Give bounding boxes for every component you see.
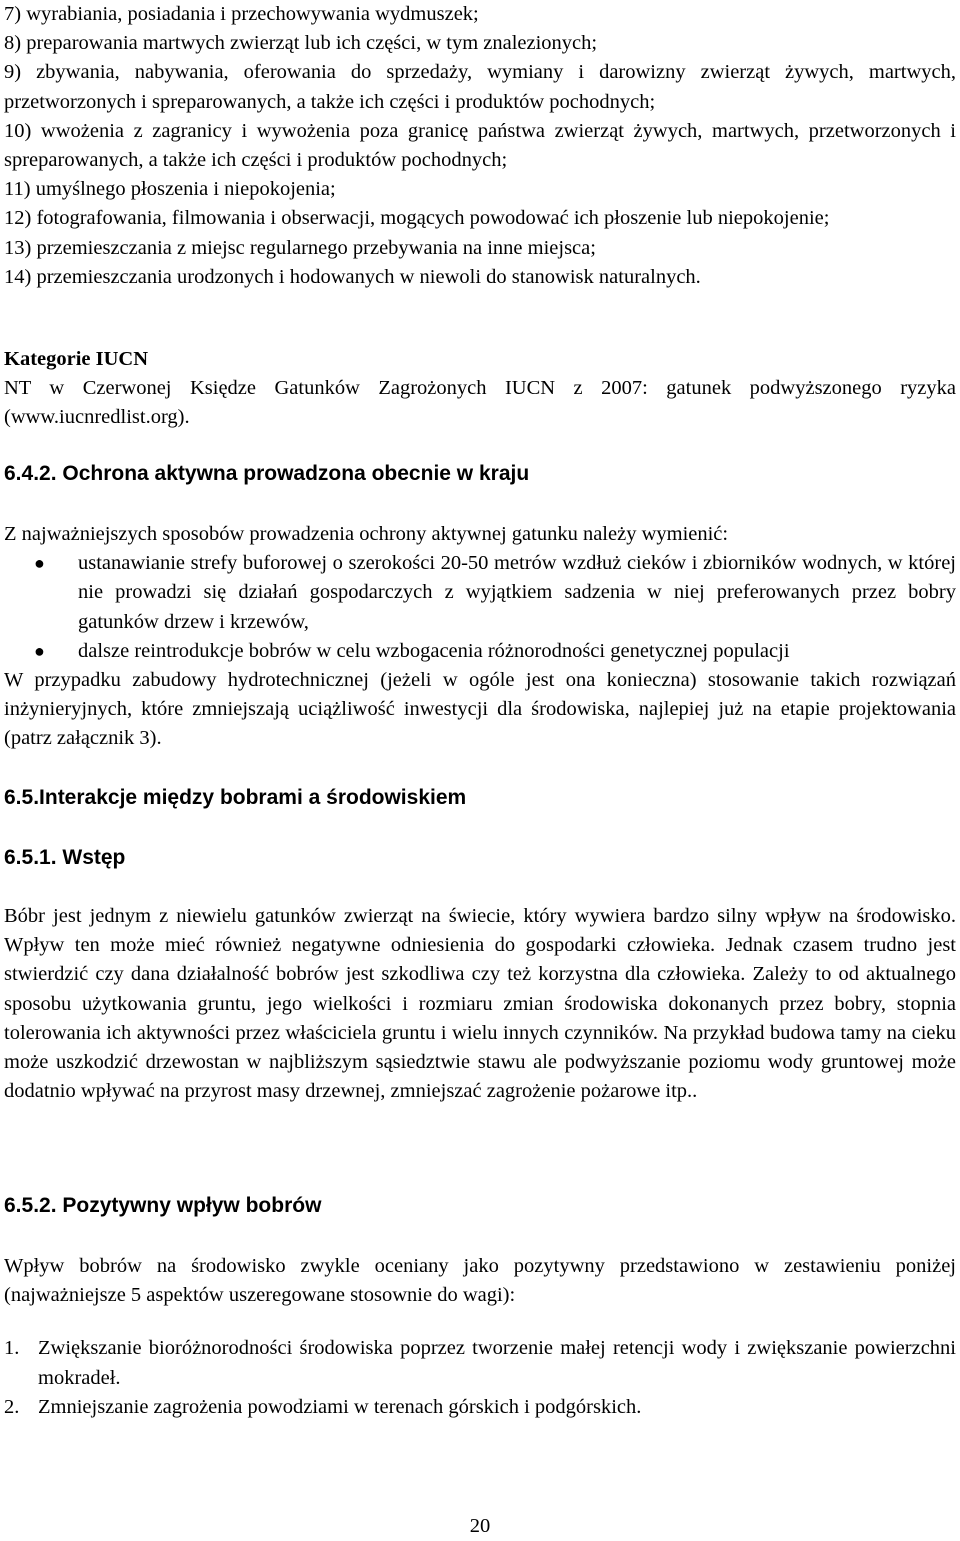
section-6-5-2-body [4, 1252, 956, 1422]
bullet-icon: ● [34, 553, 45, 574]
list-item [4, 1334, 956, 1392]
prohibition-item-7: 7) wyrabiania, posiadania i przechowywania wydmuszek; [4, 3, 479, 25]
iucn-section [4, 345, 956, 433]
section-6-5-2 [4, 1194, 956, 1218]
section-heading: 6.5.1. Wstęp [4, 846, 126, 869]
list-text: Zwiększanie bioróżnorodności środowiska poprzez tworzenie małej retencji wody i zwiększanie powierzchni mokradeł. [38, 1337, 956, 1389]
bullet-text: dalsze reintrodukcje bobrów w celu wzbogacenia różnorodności genetycznej populacji [78, 639, 790, 662]
bullet-list [4, 549, 956, 666]
section-6-5-1-body [4, 902, 956, 1106]
list-number: 1. [4, 1337, 20, 1360]
numbered-list [4, 1334, 956, 1422]
section-heading: 6.5.Interakcje między bobrami a środowiskiem [4, 786, 467, 809]
bullet-text: ustanawianie strefy buforowej o szerokości 20-50 metrów wzdłuż cieków i zbiorników wodnych, w której nie prowadzi się działań gospodarczych z wyjątkiem sadzenia w niej preferowanych przez bobry gatunków drzew i krzewów, [78, 552, 956, 633]
prohibition-item-11: 11) umyślnego płoszenia i niepokojenia; [4, 178, 336, 201]
list-number: 2. [4, 1395, 20, 1418]
prohibition-list [4, 0, 956, 292]
prohibition-item-13: 13) przemieszczania z miejsc regularnego przebywania na inne miejsca; [4, 236, 596, 259]
prohibition-item-8: 8) preparowania martwych zwierząt lub ich części, w tym znalezionych; [4, 32, 598, 55]
bullet-item [4, 637, 956, 666]
iucn-heading: Kategorie IUCN [4, 348, 149, 370]
section-text: Bóbr jest jednym z niewielu gatunków zwierząt na świecie, który wywiera bardzo silny wpływ na środowisko. Wpływ ten może mieć również negatywne odniesienia do gospodarki człowieka. Jednak czasem trudno jest stwierdzić czy dana działalność bobrów jest szkodliwa czy też korzystna dla człowieka. Zależy to od aktualnego sposobu użytkowania gruntu, jego wielkości i rozmiaru zmian środowiska dokonanych przez bobry, stopnia tolerowania ich aktywności przez właściciela gruntu i wielu innych czynników. Na przykład budowa tamy na cieku może uszkodzić drzewostan w najbliższym sąsiedztwie stawu ale podwyższanie poziomu wody gruntowej może dodatnio wpływać na przyrost masy drzewnej, zmniejszać zagrożenie pożarowe itp.. [4, 905, 956, 1103]
section-6-5-1 [4, 846, 956, 870]
bullet-item [4, 549, 956, 637]
section-outro: W przypadku zabudowy hydrotechnicznej (jeżeli w ogóle jest ona konieczna) stosowanie takich rozwiązań inżynieryjnych, które zmniejszają uciążliwość inwestycji dla środowiska, najlepiej już na etapie projektowania (patrz załącznik 3). [4, 669, 956, 750]
iucn-text: NT w Czerwonej Księdze Gatunków Zagrożonych IUCN z 2007: gatunek podwyższonego ryzyka (www.iucnredlist.org). [4, 377, 956, 429]
bullet-icon: ● [34, 640, 45, 661]
section-6-4-2-body [4, 520, 956, 754]
section-heading: 6.5.2. Pozytywny wpływ bobrów [4, 1194, 322, 1217]
prohibition-item-12: 12) fotografowania, filmowania i obserwacji, mogących powodować ich płoszenie lub niepokojenie; [4, 207, 830, 230]
list-text: Zmniejszanie zagrożenia powodziami w terenach górskich i podgórskich. [38, 1395, 642, 1418]
prohibition-item-10: 10) wwożenia z zagranicy i wywożenia poza granicę państwa zwierząt żywych, martwych, przetworzonych i spreparowanych, a także ich części i produktów pochodnych; [4, 119, 956, 172]
prohibition-item-14: 14) przemieszczania urodzonych i hodowanych w niewoli do stanowisk naturalnych. [4, 265, 701, 288]
section-intro: Z najważniejszych sposobów prowadzenia ochrony aktywnej gatunku należy wymienić: [4, 523, 729, 545]
section-heading: 6.4.2. Ochrona aktywna prowadzona obecnie w kraju [4, 462, 530, 485]
section-6-5 [4, 786, 956, 810]
section-6-4-2 [4, 462, 956, 486]
section-intro: Wpływ bobrów na środowisko zwykle oceniany jako pozytywny przedstawiono w zestawieniu poniżej (najważniejsze 5 aspektów uszeregowane stosownie do wagi): [4, 1255, 956, 1307]
page-number: 20 [469, 1515, 491, 1537]
list-item [4, 1393, 956, 1422]
prohibition-item-9: 9) zbywania, nabywania, oferowania do sprzedaży, wymiany i darowizny zwierząt żywych, martwych, przetworzonych i spreparowanych, a także ich części i produktów pochodnych; [4, 61, 956, 113]
